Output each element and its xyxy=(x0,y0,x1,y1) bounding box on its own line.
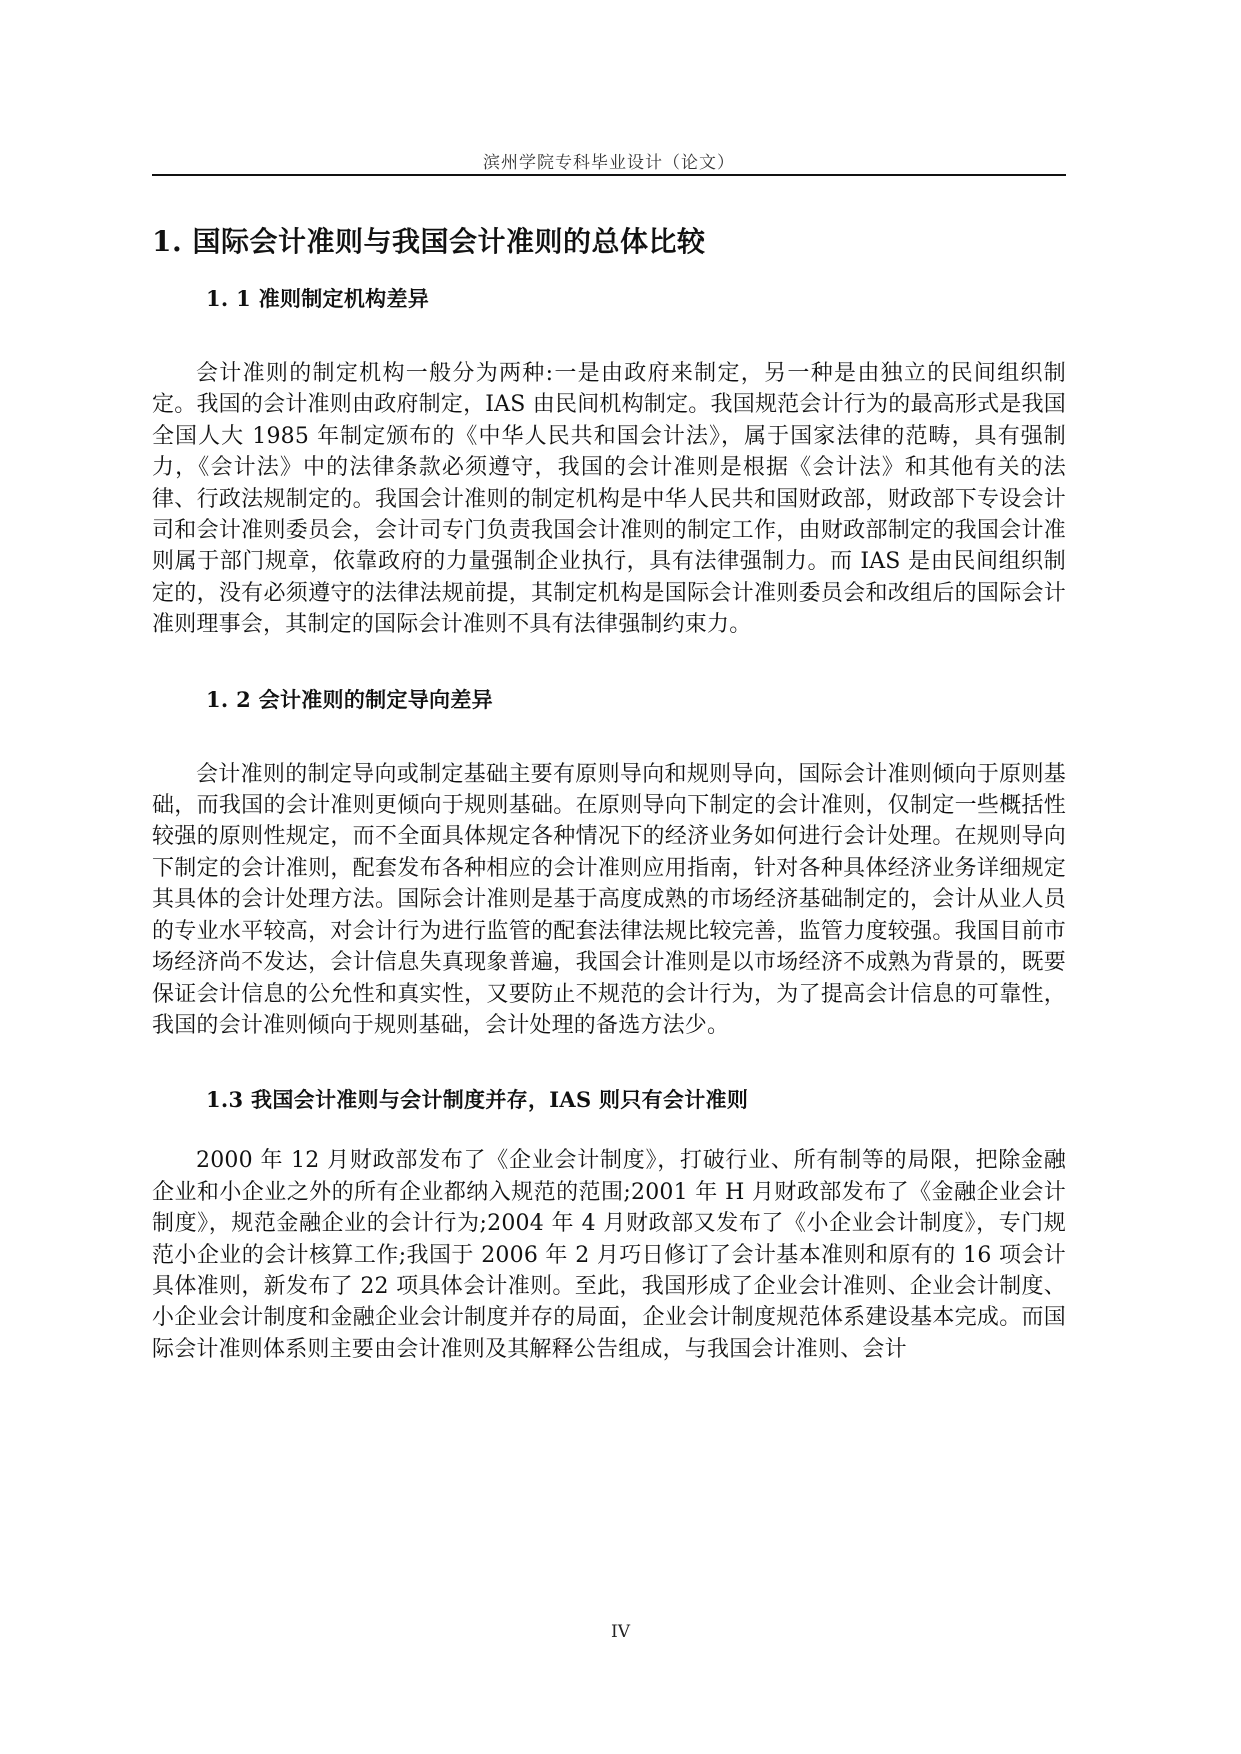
section-1-1-paragraph: 会计准则的制定机构一般分为两种:一是由政府来制定，另一种是由独立的民间组织制定。我国的会计准则由政府制定，IAS 由民间机构制定。我国规范会计行为的最高形式是我国全国人大 1985 年制定颁布的《中华人民共和国会计法》，属于国家法律的范畴，具有强制力，《会计法》中的法律条款必须遵守，我国的会计准则是根据《会计法》和其他有关的法律、行政法规制定的。我国会计准则的制定机构是中华人民共和国财政部，财政部下专设会计司和会计准则委员会，会计司专门负责我国会计准则的制定工作，由财政部制定的我国会计准则属于部门规章，依靠政府的力量强制企业执行，具有法律强制力。而 IAS 是由民间组织制定的，没有必须遵守的法律法规前提，其制定机构是国际会计准则委员会和改组后的国际会计准则理事会，其制定的国际会计准则不具有法律强制约束力。 xyxy=(152,361,1066,638)
spacer xyxy=(152,1041,1066,1083)
spacer xyxy=(152,316,1066,358)
page-header: 滨州学院专科毕业设计（论文） xyxy=(483,153,735,173)
section-1-3-paragraph: 2000 年 12 月财政部发布了《企业会计制度》，打破行业、所有制等的局限，把除金融企业和小企业之外的所有企业都纳入规范的范围;2001 年 H 月财政部发布了《金融企业会计制度》，规范金融企业的会计行为;2004 年 4 月财政部又发布了《小企业会计制度》，专门规范小企业的会计核算工作;我国于 2006 年 2 月巧日修订了会计基本准则和原有的 16 项会计具体准则，新发布了 22 项具体会计准则。至此，我国形成了企业会计准则、企业会计制度、小企业会计制度和金融企业会计制度并存的局面，企业会计制度规范体系建设基本完成。而国际会计准则体系则主要由会计准则及其解释公告组成，与我国会计准则、会计 xyxy=(152,1148,1066,1362)
spacer xyxy=(152,717,1066,759)
spacer xyxy=(152,641,1066,683)
section-1-2-paragraph: 会计准则的制定导向或制定基础主要有原则导向和规则导向，国际会计准则倾向于原则基础，而我国的会计准则更倾向于规则基础。在原则导向下制定的会计准则，仅制定一些概括性较强的原则性规定，而不全面具体规定各种情况下的经济业务如何进行会计处理。在规则导向下制定的会计准则，配套发布各种相应的会计准则应用指南，针对各种具体经济业务详细规定其具体的会计处理方法。国际会计准则是基于高度成熟的市场经济基础制定的，会计从业人员的专业水平较高，对会计行为进行监管的配套法律法规比较完善，监管力度较强。我国目前市场经济尚不发达，会计信息失真现象普遍，我国会计准则是以市场经济不成熟为背景的，既要保证会计信息的公允性和真实性，又要防止不规范的会计行为，为了提高会计信息的可靠性，我国的会计准则倾向于规则基础，会计处理的备选方法少。 xyxy=(152,761,1066,1038)
section-1-1-title: 1. 1 准则制定机构差异 xyxy=(206,286,430,311)
section-1-2-title: 1. 2 会计准则的制定导向差异 xyxy=(206,686,493,712)
section-1-3-title: 1.3 我国会计准则与会计制度并存，IAS 则只有会计准则 xyxy=(206,1087,749,1113)
page-number: IV xyxy=(611,1622,630,1642)
chapter-title: 1. 国际会计准则与我国会计准则的总体比较 xyxy=(152,225,706,258)
page-body xyxy=(152,222,1066,1365)
header-divider xyxy=(152,174,1066,176)
spacer xyxy=(152,1117,1066,1145)
